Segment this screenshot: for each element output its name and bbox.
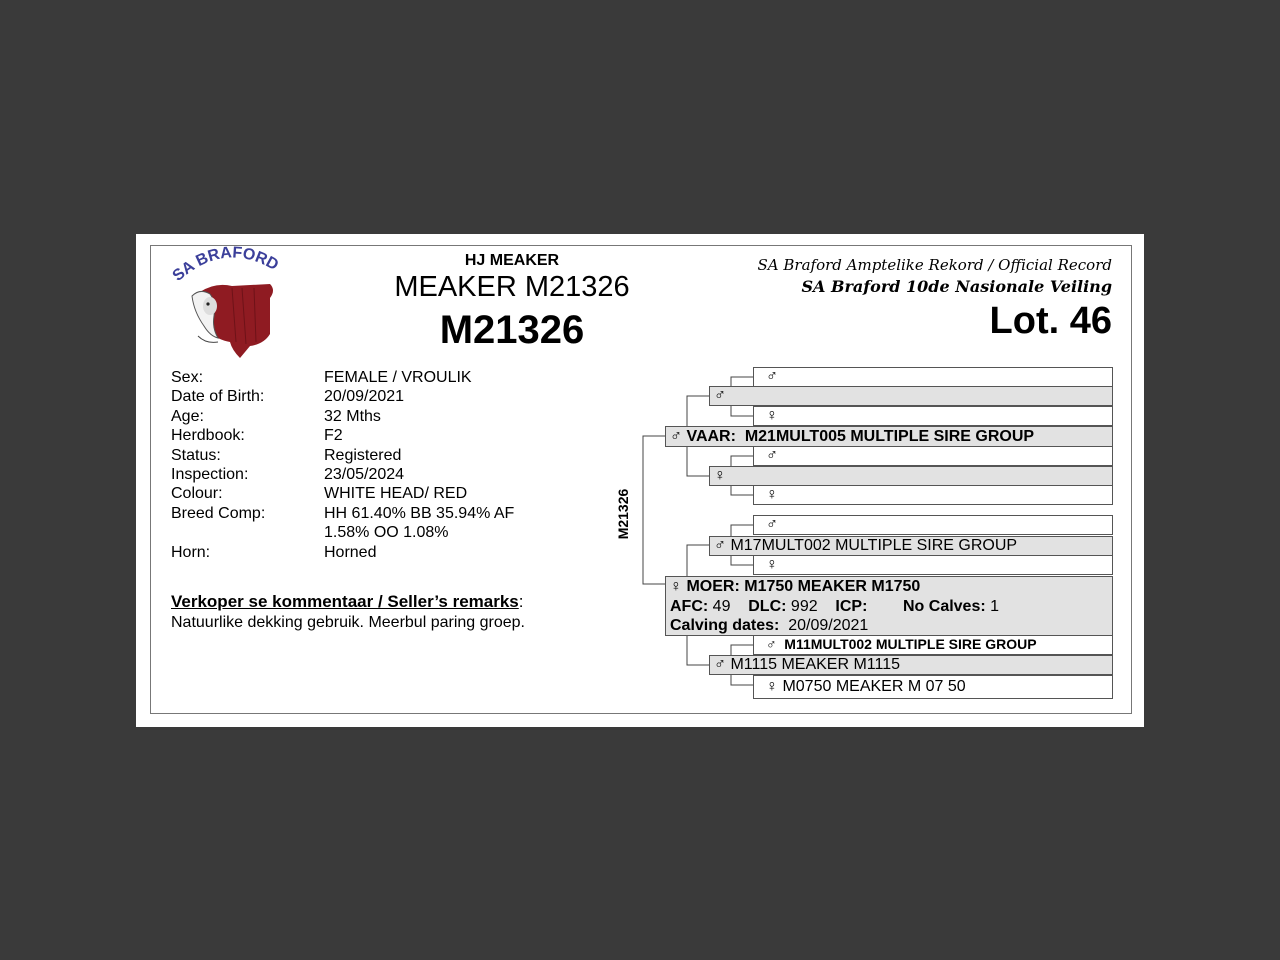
age-label: Age: [171, 408, 204, 425]
calves-value: 1 [990, 597, 1000, 615]
dam-stats-line: AFC: 49 DLC: 992 ICP: No Calves: 1 [670, 597, 1000, 615]
breed-comp-label: Breed Comp: [171, 505, 266, 522]
male-icon: ♂ [766, 516, 778, 533]
male-icon: ♂ [670, 428, 682, 445]
herdbook-value: F2 [324, 427, 343, 444]
male-icon: ♂ [766, 447, 778, 464]
remarks-text: Natuurlike dekking gebruik. Meerbul paring groep. [171, 614, 525, 631]
pedigree-sire-dam-grand [709, 466, 1113, 486]
female-icon: ♀ [670, 578, 682, 595]
male-icon: ♂ [766, 368, 778, 385]
female-icon: ♀ [766, 556, 778, 573]
pedigree-dam-sire-sire [753, 446, 1113, 466]
status-value: Registered [324, 447, 402, 464]
afc-value: 49 [712, 597, 731, 615]
calving-dates-line: Calving dates: 20/09/2021 [670, 617, 869, 634]
auction-title: SA Braford 10de Nasionale Veiling [801, 277, 1112, 296]
remarks-title: Verkoper se kommentaar / Seller’s remarks: [171, 592, 524, 611]
pedigree-sire-sire [753, 367, 1113, 387]
pedigree-dam-dam: ♂ M1115 MEAKER M1115 [709, 655, 1113, 675]
female-icon: ♀ [766, 486, 778, 503]
pedigree-sire-dam [753, 406, 1113, 426]
animal-full-name: MEAKER M21326 [394, 271, 630, 303]
inspection-value: 23/05/2024 [324, 466, 405, 483]
colour-label: Colour: [171, 485, 223, 502]
age-value: 32 Mths [324, 408, 381, 425]
animal-id: M21326 [439, 308, 585, 352]
pedigree-sire-sire-grand [709, 386, 1113, 406]
pedigree-dam-sire-dam-2 [753, 555, 1113, 575]
herdbook-label: Herdbook: [171, 427, 245, 444]
pedigree-dam-sire-dam [753, 485, 1113, 505]
pedigree-sire: ♂ VAAR: M21MULT005 MULTIPLE SIRE GROUP [665, 426, 1113, 447]
male-icon: ♂ [766, 636, 777, 652]
svg-text:SA BRAFORD: SA BRAFORD [170, 246, 282, 285]
lot-number: Lot. 46 [989, 300, 1112, 342]
sex-value: FEMALE / VROULIK [324, 369, 472, 386]
pedigree-dam-sire: ♂ M17MULT002 MULTIPLE SIRE GROUP [709, 536, 1113, 556]
male-icon: ♂ [714, 387, 726, 404]
pedigree-vertical-label: M21326 [615, 488, 631, 540]
inspection-label: Inspection: [171, 466, 249, 483]
pedigree-dam-dam-dam: ♀ M0750 MEAKER M 07 50 [753, 675, 1113, 699]
dlc-value: 992 [790, 597, 818, 615]
dob-value: 20/09/2021 [324, 388, 405, 405]
colour-value: WHITE HEAD/ RED [324, 485, 468, 502]
male-icon: ♂ [714, 656, 726, 673]
horn-value: Horned [324, 544, 377, 561]
pedigree-dam [665, 576, 1113, 636]
official-record-title: SA Braford Amptelike Rekord / Official Record [757, 256, 1112, 274]
horn-label: Horn: [171, 544, 211, 561]
breeder-name: HJ MEAKER [464, 252, 560, 269]
male-icon: ♂ [714, 537, 726, 554]
dam-name-line: ♀ MOER: M1750 MEAKER M1750 [670, 578, 921, 595]
female-icon: ♀ [714, 467, 726, 484]
dob-label: Date of Birth: [171, 388, 265, 405]
sex-label: Sex: [171, 369, 204, 386]
female-icon: ♀ [766, 407, 778, 424]
status-label: Status: [171, 447, 221, 464]
breed-comp-value-1: HH 61.40% BB 35.94% AF [324, 505, 515, 522]
female-icon: ♀ [766, 678, 778, 695]
pedigree-dam-dam-sire: ♂ M11MULT002 MULTIPLE SIRE GROUP [753, 635, 1113, 655]
pedigree-dam-sire-sire-2 [753, 515, 1113, 535]
breed-comp-value-2: 1.58% OO 1.08% [324, 524, 449, 541]
